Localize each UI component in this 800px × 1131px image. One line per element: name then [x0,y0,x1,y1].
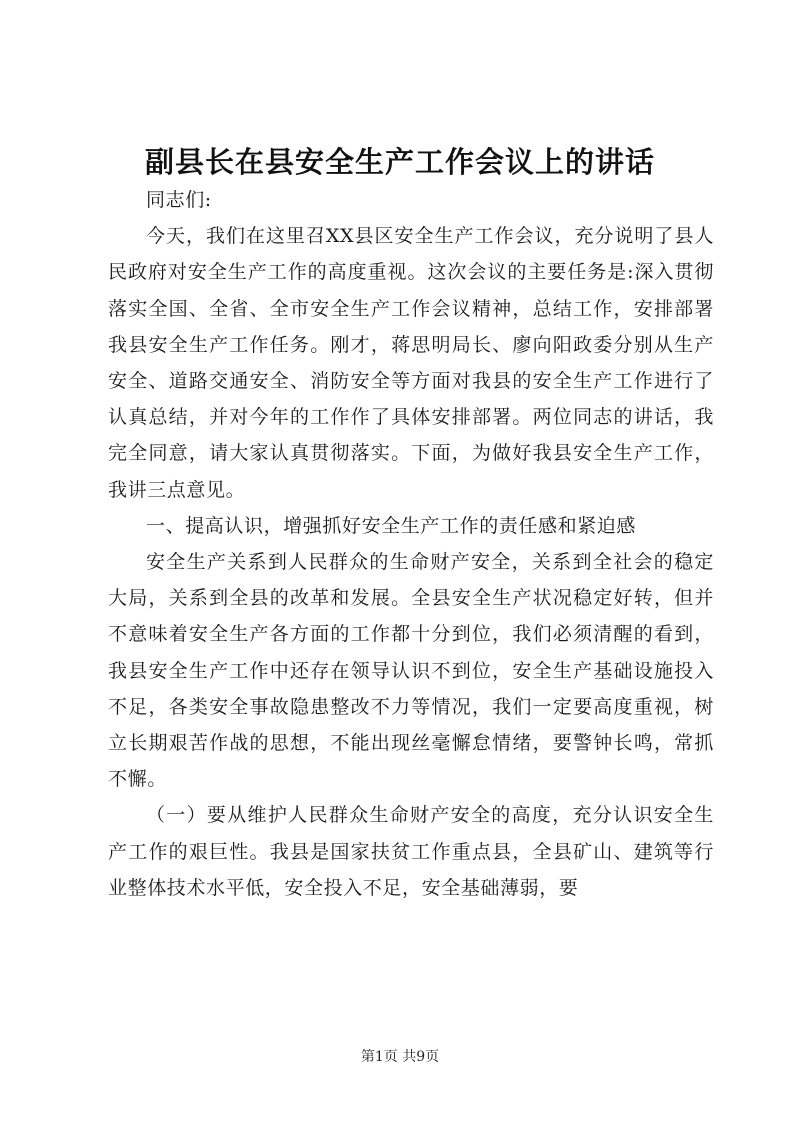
paragraph-section-1: 安全生产关系到人民群众的生命财产安全，关系到全社会的稳定大局，关系到全县的改革和发展。全县安全生产状况稳定好转，但并不意味着安全生产各方面的工作都十分到位，我们必须清醒的看到，我县安全生产工作中还存在领导认识不到位，安全生产基础设施投入不足，各类安全事故隐患整改不力等情况，我们一定要高度重视，树立长期艰苦作战的思想，不能出现丝毫懈怠情绪，要警钟长鸣，常抓不懈。 [108,551,714,791]
paragraph-intro: 今天，我们在这里召XX县区安全生产工作会议，充分说明了县人民政府对安全生产工作的高度重视。这次会议的主要任务是:深入贯彻落实全国、全省、全市安全生产工作会议精神，总结工作，安排部署我县安全生产工作任务。刚才，蒋思明局长、廖向阳政委分别从生产安全、道路交通安全、消防安全等方面对我县的安全生产工作进行了认真总结，并对今年的工作作了具体安排部署。两位同志的讲话，我完全同意，请大家认真贯彻落实。下面，为做好我县安全生产工作，我讲三点意见。 [108,225,714,501]
section-heading-1: 一、提高认识，增强抓好安全生产工作的责任感和紧迫感 [146,514,637,537]
salutation: 同志们: [146,189,212,211]
page-footer: 第1页 共9页 [360,1049,440,1065]
document-body [108,182,714,906]
document-title: 副县长在县安全生产工作会议上的讲话 [144,145,655,179]
paragraph-subsection-1: （一）要从维护人民群众生命财产安全的高度，充分认识安全生产工作的艰巨性。我县是国家扶贫工作重点县，全县矿山、建筑等行业整体技术水平低，安全投入不足，安全基础薄弱，要 [108,804,714,899]
